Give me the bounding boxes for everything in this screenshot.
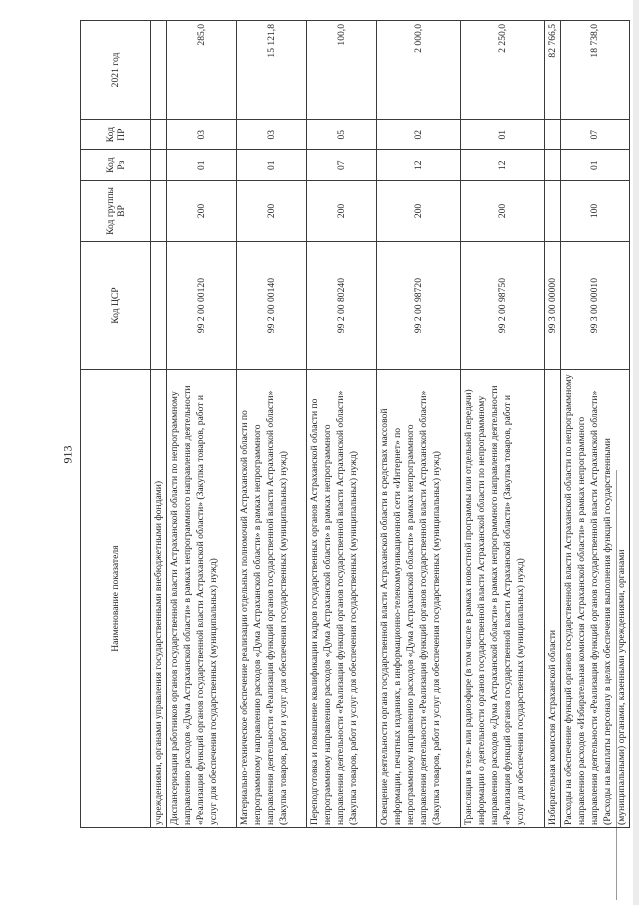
cell-rz: 12 [377,150,461,181]
table-row [545,21,561,828]
cell-rz: 07 [307,150,377,181]
cell-year: 2 000,0 [377,21,461,120]
cell-pr: 07 [561,119,629,150]
cell-vr [545,180,561,241]
cell-csr: 99 3 00 00000 [545,241,561,369]
cell-csr: 99 2 00 98750 [461,241,545,369]
cell-csr: 99 2 00 80240 [307,241,377,369]
cell-csr: 99 2 00 00140 [237,241,307,369]
cell-rz [151,150,167,181]
cell-pr: 03 [167,119,237,150]
cell-csr: 99 3 00 00010 [561,241,629,369]
header-name: Наименование показателя [81,370,151,828]
cell-pr [151,119,167,150]
cell-rz: 01 [167,150,237,181]
cell-csr: 99 2 00 98720 [377,241,461,369]
cell-pr: 02 [377,119,461,150]
cell-rz: 01 [237,150,307,181]
cell-pr: 01 [461,119,545,150]
cell-vr: 100 [561,180,629,241]
cell-csr [151,241,167,369]
budget-table [80,20,630,828]
page-number: 913 [60,445,75,464]
cell-vr: 200 [377,180,461,241]
cell-vr: 200 [461,180,545,241]
header-csr: Код ЦСР [81,241,151,369]
header-year: 2021 год [81,21,151,120]
cell-name: учреждениями, органами управления государственными внебюджетными фондами) [151,370,167,828]
cell-pr: 03 [237,119,307,150]
cell-rz: 12 [461,150,545,181]
cell-vr: 200 [167,180,237,241]
header-pr: Код ПР [81,119,151,150]
cell-pr: 05 [307,119,377,150]
cell-vr: 200 [237,180,307,241]
table-row [377,21,461,828]
rotated-table-container [80,20,627,828]
cell-name: Диспансеризация работников органов государственной власти Астраханской области по непрограммному направлению расходов «Дума Астраханской области» в рамках непрограммного направления деятельности «Реализация функций органов государственной власти Астраханской области» (Закупка товаров, работ и услуг для обеспечения государственных (муниципальных) нужд) [167,370,237,828]
cell-year: 2 250,0 [461,21,545,120]
cell-year: 18 738,0 [561,21,629,120]
table-row [307,21,377,828]
cell-name: Освещение деятельности органа государственной власти Астраханской области в средствах массовой информации, печатных изданиях, в информационно-телекоммуникационной сети «Интернет» по непрограммному направлению расходов «Дума Астраханской области» в рамках непрограммного направления деятельности «Реализация функций органов государственной власти Астраханской области» (Закупка товаров, работ и услуг для обеспечения государственных (муниципальных) нужд) [377,370,461,828]
cell-year: 100,0 [307,21,377,120]
cell-year: 285,0 [167,21,237,120]
cell-vr [151,180,167,241]
header-vr: Код группы ВР [81,180,151,241]
table-row [461,21,545,828]
page-edge-shadow [633,0,639,905]
table-row [167,21,237,828]
cell-rz [545,150,561,181]
cell-name: Переподготовка и повышение квалификации кадров государственных органов Астраханской области по непрограммному направлению расходов «Дума Астраханской области» в рамках непрограммного направления деятельности «Реализация функций органов государственной власти Астраханской области» (Закупка товаров, работ и услуг для обеспечения государственных (муниципальных) нужд) [307,370,377,828]
cell-rz: 01 [561,150,629,181]
cell-year [151,21,167,120]
cell-vr: 200 [307,180,377,241]
header-row [81,21,151,828]
table-row [237,21,307,828]
table-row [151,21,167,828]
cell-name: Избирательная комиссия Астраханской области [545,370,561,828]
cell-name: Материально-техническое обеспечение реализации отдельных полномочий Астраханской области по непрограммному направлению расходов «Дума Астраханской области» в рамках непрограммного направления деятельности «Реализация функций органов государственной власти Астраханской области» (Закупка товаров, работ и услуг для обеспечения государственных (муниципальных) нужд) [237,370,307,828]
cell-pr [545,119,561,150]
cell-year: 15 121,8 [237,21,307,120]
header-rz: Код Рз [81,150,151,181]
cell-name: Трансляция в теле- или радиоэфире (в том числе в рамках новостной программы или отдельной передачи) информации о деятельности органов государственной власти Астраханской области по непрограммному направлению расходов «Дума Астраханской области» в рамках непрограммного направления деятельности «Реализация функций органов государственной власти Астраханской области» (Закупка товаров, работ и услуг для обеспечения государственных (муниципальных) нужд) [461,370,545,828]
table-row [561,21,629,828]
cell-csr: 99 2 00 00120 [167,241,237,369]
cell-year: 82 766,5 [545,21,561,120]
cell-name: Расходы на обеспечение функций органов государственной власти Астраханской области по непрограммному направлению расходов «Избирательная комиссия Астраханской области» в рамках непрограммного направления деятельности «Реализация функций органов государственной власти Астраханской области» (Расходы на выплаты персоналу в целях обеспечения выполнения функций государственными (муниципальными) органами, казенными учреждениями, органами [561,370,629,828]
